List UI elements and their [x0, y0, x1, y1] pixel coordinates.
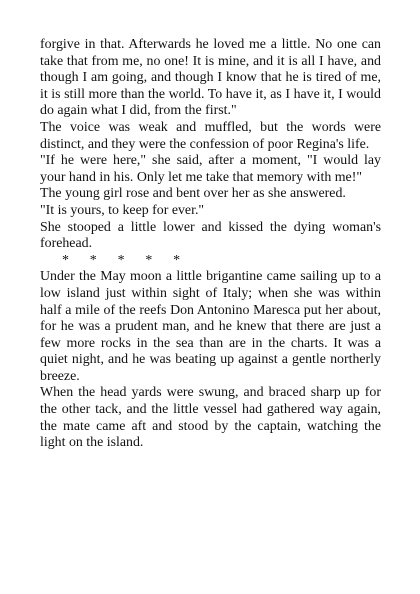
paragraph-confession-end: forgive in that. Afterwards he loved me a little. No one can take that from me, no one! It is mine, and it is all I have, and though I am going, and though I know that he is tired of me, it is still more than the world. To have it, as I have it, I would do again what I did, from the first." [40, 37, 381, 119]
paragraph-young-girl: The young girl rose and bent over her as she answered. [40, 186, 346, 202]
paragraph-head-yards: When the head yards were swung, and braced sharp up for the other tack, and the little vessel had gathered way again, the mate came aft and stood by the captain, watching the light on the island. [40, 385, 381, 451]
paragraph-brigantine: Under the May moon a little brigantine came sailing up to a low island just within sight of Italy; when she was within half a mile of the reefs Don Antonino Maresca put her about, for he was a prudent man, and he knew that there are just a few more rocks in the sea than are in the charts. It was a quiet night, and he was beating up against a gentle northerly breeze. [40, 269, 381, 384]
book-page [40, 37, 381, 452]
paragraph-yours: "It is yours, to keep for ever." [40, 202, 205, 218]
paragraph-lay-hand: "If he were here," she said, after a moment, "I would lay your hand in his. Only let me take that memory with me!" [40, 153, 381, 185]
paragraph-kissed: She stooped a little lower and kissed the dying woman's forehead. [40, 219, 381, 252]
section-separator: * * * * * [62, 252, 181, 268]
paragraph-voice: The voice was weak and muffled, but the words were distinct, and they were the confession of poor Regina's life. [40, 119, 381, 152]
